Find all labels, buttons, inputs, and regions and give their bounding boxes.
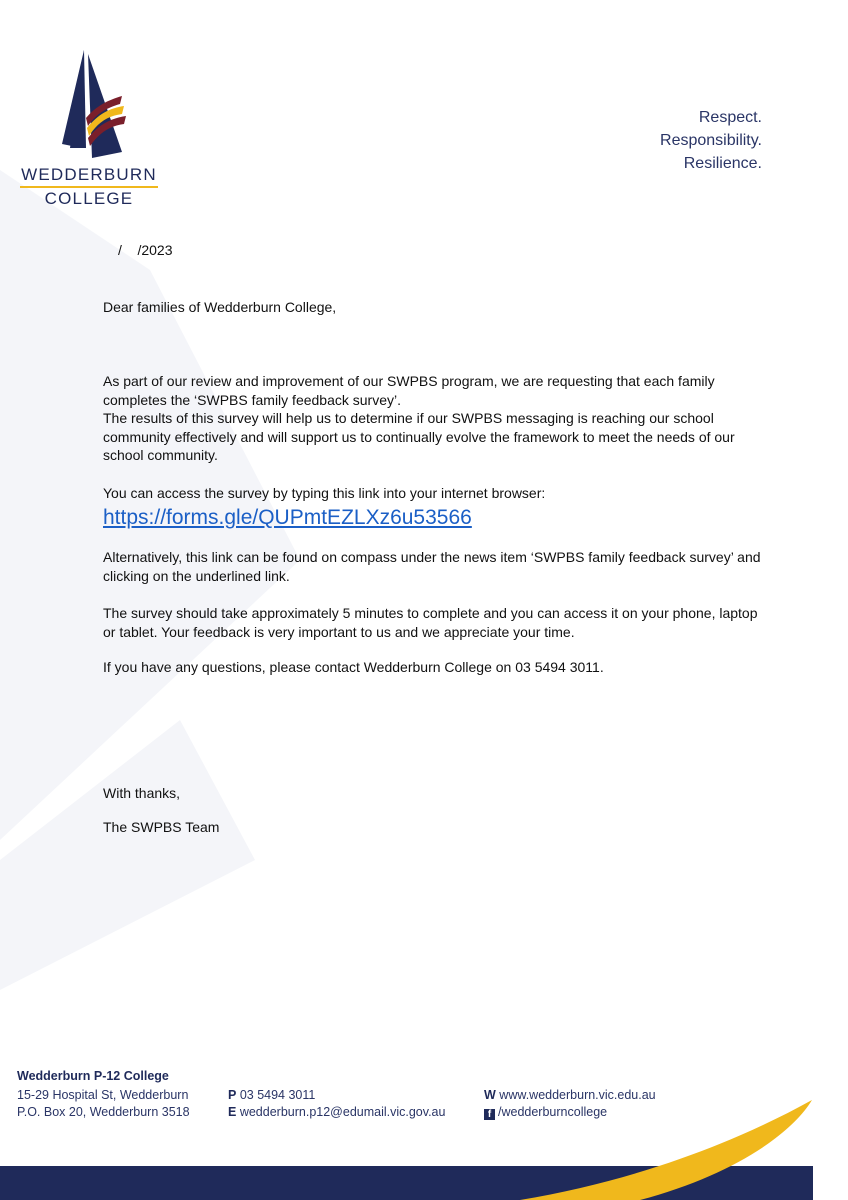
footer-org-name: Wedderburn P-12 College [17, 1069, 169, 1083]
motto-line: Responsibility. [660, 132, 762, 149]
college-logo [16, 48, 162, 208]
letter-paragraph: The survey should take approximately 5 minutes to complete and you can access it on your phone, laptop or tablet. Your feedback is very important to us and we appreciate your time. [103, 605, 758, 640]
footer-phone[interactable]: 03 5494 3011 [239, 1088, 316, 1102]
letter-paragraph: The results of this survey will help us to determine if our SWPBS messaging is reaching our school community effectively and will support us to continually evolve the framework to meet the needs of our school community. [103, 410, 735, 463]
email-label: E [228, 1105, 237, 1119]
footer-facebook[interactable]: /wedderburncollege [498, 1105, 608, 1119]
letter-signature: The SWPBS Team [103, 819, 220, 835]
footer-email[interactable]: wedderburn.p12@edumail.vic.gov.au [239, 1105, 446, 1119]
sail-icon [52, 48, 132, 160]
address-line: P.O. Box 20, Wedderburn 3518 [17, 1105, 190, 1119]
address-line: 15-29 Hospital St, Wedderburn [17, 1088, 189, 1102]
logo-divider [20, 186, 158, 188]
facebook-icon: f [484, 1109, 495, 1120]
footer-website[interactable]: www.wedderburn.vic.edu.au [499, 1088, 656, 1102]
letter-paragraph: If you have any questions, please contact Wedderburn College on 03 5494 3011. [103, 659, 604, 675]
survey-link[interactable]: https://forms.gle/QUPmtEZLXz6u53566 [103, 506, 472, 529]
letter-paragraph: You can access the survey by typing this link into your internet browser: [103, 485, 546, 501]
letter-closing: With thanks, [103, 785, 181, 801]
letter-date: / /2023 [118, 242, 173, 258]
letter-paragraph: Alternatively, this link can be found on compass under the news item ‘SWPBS family feedback survey’ and clicking on the underlined link. [103, 549, 761, 584]
letter-paragraph: As part of our review and improvement of our SWPBS program, we are requesting that each family completes the ‘SWPBS family feedback survey’. [103, 373, 715, 408]
school-motto [660, 106, 762, 175]
phone-label: P [228, 1088, 237, 1102]
logo-name: WEDDERBURN [21, 165, 157, 184]
letter-greeting: Dear families of Wedderburn College, [103, 299, 337, 315]
motto-line: Respect. [698, 109, 762, 126]
web-label: W [484, 1088, 496, 1102]
gold-swoosh [0, 1080, 848, 1200]
logo-subtitle: COLLEGE [44, 189, 134, 208]
motto-line: Resilience. [683, 155, 762, 172]
